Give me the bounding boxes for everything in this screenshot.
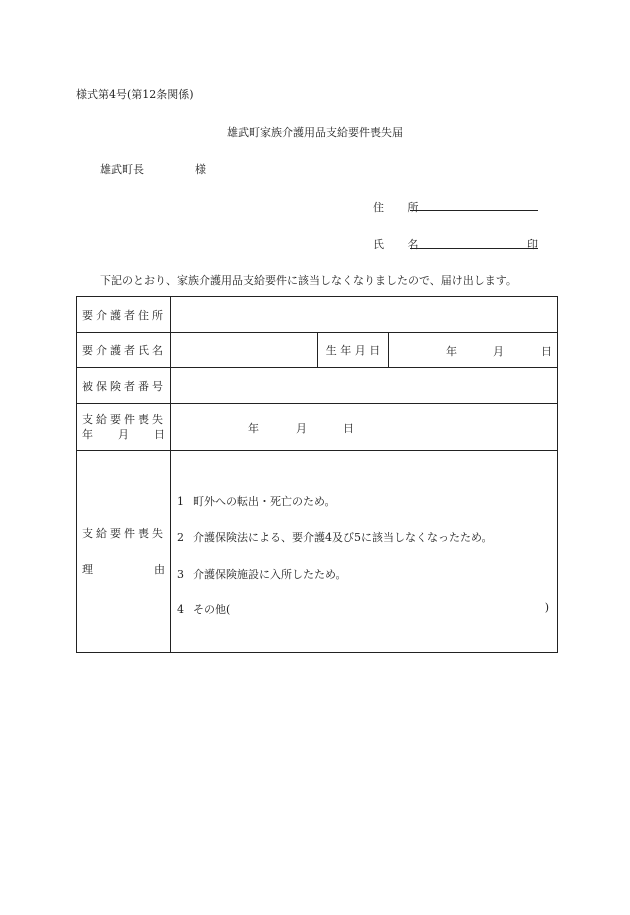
reason-number: 4 — [177, 603, 184, 616]
address-label: 住 所 — [373, 201, 429, 214]
reason-option-2[interactable] — [177, 529, 493, 545]
name-label: 氏 名 — [373, 238, 429, 251]
reason-number: 2 — [177, 531, 184, 544]
birthdate-field[interactable] — [389, 333, 558, 368]
loss-reason-label-yu: 由 — [154, 562, 165, 576]
table-row — [77, 404, 558, 451]
loss-date-label-year: 年 — [82, 428, 93, 441]
reason-option-4[interactable] — [177, 601, 230, 617]
reason-text: 介護保険法による、要介護4及び5に該当しなくなったため。 — [193, 531, 493, 544]
name-field[interactable] — [410, 248, 538, 249]
loss-month-unit: 月 — [296, 422, 307, 435]
table-row — [77, 451, 558, 653]
document-title: 雄武町家族介護用品支給要件喪失届 — [227, 126, 403, 139]
birth-month-unit: 月 — [493, 345, 504, 358]
care-recipient-name-label: 要介護者氏名 — [77, 333, 171, 368]
reason-number: 1 — [177, 495, 184, 508]
loss-reason-label-line1: 支給要件喪失 — [82, 526, 166, 540]
reason-text: 町外への転出・死亡のため。 — [193, 495, 336, 508]
loss-date-field[interactable] — [171, 404, 558, 451]
table-row — [77, 297, 558, 333]
loss-reason-label-ri: 理 — [82, 562, 93, 576]
reason-text: 介護保険施設に入所したため。 — [193, 568, 347, 581]
reason-number: 3 — [177, 568, 184, 581]
birthdate-label: 生 年 月 日 — [318, 333, 389, 368]
table-row — [77, 368, 558, 404]
reason-option-3[interactable] — [177, 566, 347, 582]
form-number-label: 様式第4号(第12条関係) — [76, 88, 194, 101]
form-table — [76, 296, 558, 653]
loss-date-label-month: 月 — [118, 428, 129, 441]
loss-date-label-line1: 支給要件喪失 — [82, 413, 166, 426]
birth-year-unit: 年 — [446, 345, 457, 358]
reason-other-close-paren: ) — [544, 601, 550, 614]
care-recipient-address-label: 要介護者住所 — [77, 297, 171, 333]
loss-reason-label — [77, 451, 171, 653]
insured-number-field[interactable] — [171, 368, 558, 404]
loss-reason-field — [171, 451, 558, 653]
reason-text: その他( — [193, 603, 231, 616]
intro-text: 下記のとおり、家族介護用品支給要件に該当しなくなりましたので、届け出します。 — [100, 274, 517, 287]
table-row — [77, 333, 558, 368]
loss-date-label — [77, 404, 171, 451]
loss-day-unit: 日 — [343, 422, 354, 435]
insured-number-label: 被保険者番号 — [77, 368, 171, 404]
birth-day-unit: 日 — [541, 345, 552, 358]
loss-reason-label-line2 — [82, 552, 170, 588]
honorific: 様 — [195, 163, 206, 176]
loss-date-label-line2 — [82, 427, 170, 442]
seal-mark: 印 — [527, 238, 538, 251]
care-recipient-name-field[interactable] — [171, 333, 318, 368]
loss-date-label-day: 日 — [154, 428, 165, 441]
reason-option-1[interactable] — [177, 493, 336, 509]
care-recipient-address-field[interactable] — [171, 297, 558, 333]
address-field[interactable] — [410, 210, 538, 211]
addressee: 雄武町長 — [100, 163, 144, 176]
loss-year-unit: 年 — [248, 422, 259, 435]
